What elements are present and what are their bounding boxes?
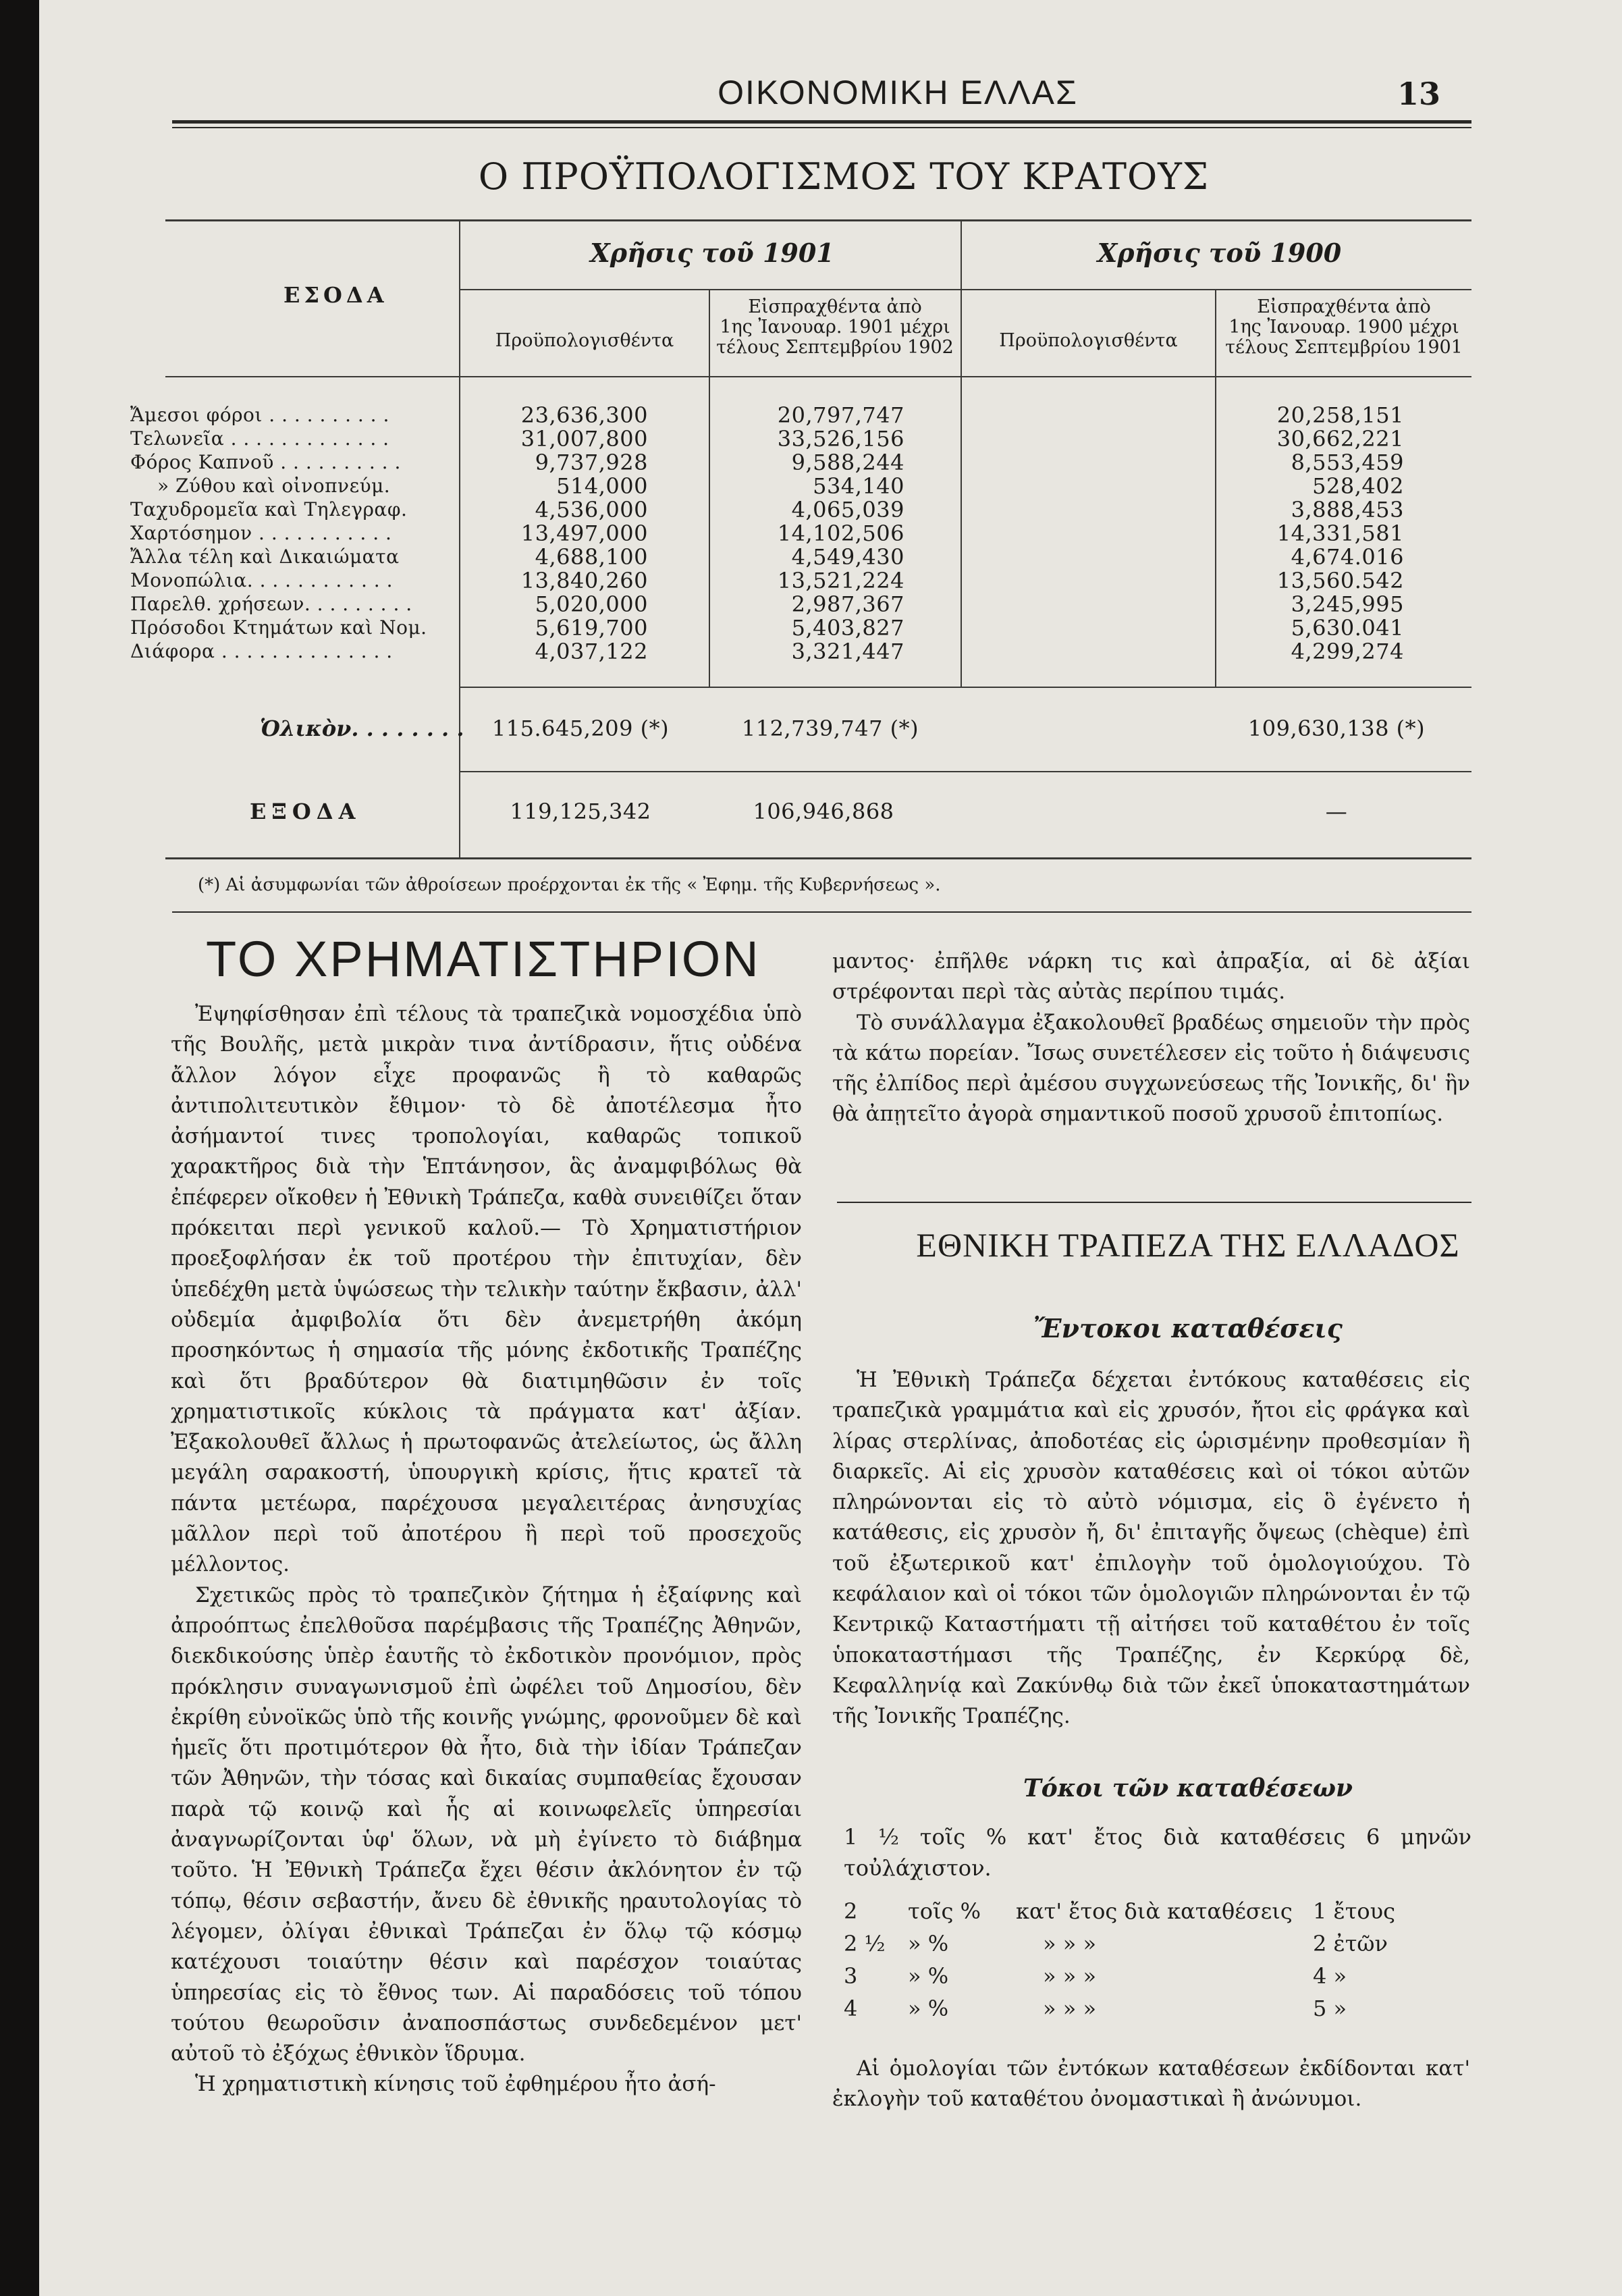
column-rule — [837, 1202, 1471, 1203]
header-rule-thin — [172, 127, 1471, 128]
article-left-column — [171, 999, 802, 2100]
section-title: Ο ΠΡΟΫΠΟΛΟΓΙΣΜΟΣ ΤΟΥ ΚΡΑΤΟΥΣ — [478, 155, 1210, 198]
rate-line-first — [844, 1821, 1471, 1884]
total-collected-1900: 109,630,138 (*) — [1247, 716, 1426, 741]
rate-desc: » » » — [1043, 1996, 1097, 2021]
year-1900-heading: Χρῆσις τοῦ 1900 — [1097, 238, 1342, 268]
col-divider — [961, 219, 962, 687]
collected-1901-value: 2,987,367 — [791, 591, 904, 617]
row-label: » Ζύθου καὶ οἰνοπνεύμ. — [157, 475, 391, 497]
budgeted-1901-value: 4,037,122 — [535, 639, 648, 664]
article-paragraph: Σχετικῶς πρὸς τὸ τραπεζικὸν ζήτημα ἡ ἐξαίφνης καὶ ἀπροόπτως ἐπελθοῦσα παρέμβασις τῆς Τραπέζης Ἀθηνῶν, διεκδικούσης ὑπὲρ ἑαυτῆς τὸ ἐκδοτικὸν προνόμιον, πρὸς πρόκλησιν συναγωνισμοῦ ἐπὶ ὠφέλει τοῦ Δημοσίου, δὲν ἐκρίθη εὐνοϊκῶς ὑπὸ τῆς κοινῆς γνώμης, φρονοῦμεν δὲ καὶ ἡμεῖς ὅτι προτιμότερον θὰ ἦτο, διὰ τὴν ἰδίαν Τράπεζαν τῶν Ἀθηνῶν, τὴν τόσας καὶ δικαίας συμπαθείας ἔχουσαν παρὰ τῷ κοινῷ καὶ ἧς αἱ κοινωφελεῖς ὑπηρεσίαι ἀναγνωρίζονται ὑφ' ὅλων, νὰ μὴ ἐγίνετο τὸ διάβημα τοῦτο. Ἡ Ἐθνικὴ Τράπεζα ἔχει θέσιν ἀκλόνητον ἐν τῷ τόπῳ, θέσιν σεβαστήν, ἄνευ δὲ ἐθνικῆς ηραυτολογίας τὸ λέγομεν, ὀλίγαι ἐθνικαὶ Τράπεζαι ἐν ὅλῳ τῷ κόσμῳ κατέχουσι τοιαύτην θέσιν καὶ παρέσχον τοιαύτας ὑπηρεσίας εἰς τὸ ἔθνος των. Αἱ παραδόσεις τοῦ τόπου τούτου θεωροῦσιν ἀναποσπάστως συνδεδεμένον μετ' αὐτοῦ τὸ ἐξόχως ἐθνικὸν ἵδρυμα. — [171, 1582, 802, 2066]
collected-1900-value: 4,299,274 — [1291, 639, 1404, 664]
collected-1901-value: 33,526,156 — [777, 426, 904, 452]
collected-1901-value: 4,065,039 — [791, 497, 904, 523]
bank-subtitle-rates: Τόκοι τῶν καταθέσεων — [1023, 1774, 1353, 1803]
budgeted-1901-value: 4,536,000 — [535, 497, 648, 523]
rate-term: 4 » — [1313, 1963, 1347, 1989]
rate-desc: » » » — [1043, 1931, 1097, 1956]
rate-value: 2 — [844, 1898, 858, 1924]
bank-closing: Αἱ ὁμολογίαι τῶν ἐντόκων καταθέσεων ἐκδίδονται κατ' ἐκλογὴν τοῦ καταθέτου ὀνομαστικαὶ ἢ ἀνώνυμοι. — [832, 2056, 1470, 2112]
collected-1900-value: 13,560.542 — [1276, 568, 1404, 593]
total-label: Ὁλικὸν. . . . . . . . — [260, 716, 464, 741]
total-budgeted-1901: 115.645,209 (*) — [491, 716, 670, 741]
article-paragraph: Τὸ συνάλλαγμα ἐξακολουθεῖ βραδέως σημειοῦν τὴν πρὸς τὰ κάτω πορείαν. Ἴσως συνετέλεσεν εἰς τοῦτο ἡ διάψευσις τῆς ἐλπίδος περὶ ἀμέσου συγχωνεύσεως τῆς Ἰονικῆς, δι' ἣν θὰ ἀπῃτεῖτο ἀγορὰ σημαντικοῦ ποσοῦ χρυσοῦ ἐπιτοπίως. — [832, 1010, 1470, 1127]
row-label: Πρόσοδοι Κτημάτων καὶ Νομ. — [130, 616, 427, 639]
article-paragraph: Ἐψηφίσθησαν ἐπὶ τέλους τὰ τραπεζικὰ νομοσχέδια ὑπὸ τῆς Βουλῆς, μετὰ μικρὰν τινα ἀντίδρασιν, ἥτις οὐδένα ἄλλον λόγον εἶχε προφανῶς ἢ τὸ καθαρῶς ἀντιπολιτευτικὸν ἔθιμον· τὸ δὲ ἀποτέλεσμα ἦτο ἀσήμαντοί τινες τροπολογίαι, καθαρῶς τοπικοῦ χαρακτῆρος διὰ τὴν Ἑπτάνησον, ἃς ἀναμφιβόλως θὰ ἐπέφερεν οἴκοθεν ἡ Ἐθνικὴ Τράπεζα, καθὰ συνειθίζει ὅταν πρόκειται περὶ γενικοῦ καλοῦ.— Τὸ Χρηματιστήριον προεξοφλήσαν ἐκ τοῦ προτέρου τὴν ἐπιτυχίαν, δὲν ὑπεδέχθη μετὰ ὑψώσεως τὴν τελικὴν ταύτην ἔκβασιν, ἀλλ' οὐδεμία ἀμφιβολία ὅτι δὲν ἀνεμετρήθη ἀκόμη προσηκόντως ἡ σημασία τῆς μόνης ἐκδοτικῆς Τραπέζης καὶ ὅτι βραδύτερον θὰ διατιμηθῶσιν ἐν τοῖς χρηματιστικοῖς κύκλοις τὰ πράγματα κατ' ἀξίαν. Ἐξακολουθεῖ ἄλλως ἡ πρωτοφανῶς ἀτελείωτος, ὡς ἄλλη μεγάλη σαρακοστή, ὑπουργικὴ κρίσις, ἥτις κρατεῖ τὰ πάντα μετέωρα, παρέχουσα μεγαλειτέρας ἀνησυχίας μᾶλλον περὶ τοῦ ἀποτέρου ἢ περὶ τοῦ προσεχοῦς μέλλοντος. — [171, 1002, 802, 1577]
budgeted-1901-value: 5,619,700 — [535, 615, 648, 641]
collected-1901-value: 13,521,224 — [777, 568, 904, 593]
rate-unit: τοῖς % — [908, 1898, 981, 1924]
table-year-rule — [459, 289, 1471, 290]
row-label: Διάφορα . . . . . . . . . . . . . . — [130, 640, 393, 662]
table-top-rule — [165, 219, 1471, 221]
collected-heading-1901 — [710, 297, 960, 358]
table-head-rule — [165, 376, 1471, 377]
article-right-column — [832, 946, 1470, 1130]
heading-line: Εἰσπραχθέντα ἀπὸ — [1257, 296, 1431, 317]
collected-1900-value: 3,245,995 — [1291, 591, 1404, 617]
collected-1900-value: 528,402 — [1312, 473, 1404, 499]
budgeted-1901-value: 31,007,800 — [520, 426, 648, 452]
heading-line: τέλους Σεπτεμβρίου 1901 — [1225, 337, 1463, 358]
row-label: Χαρτόσημον . . . . . . . . . . . — [130, 522, 392, 544]
collected-1901-value: 3,321,447 — [791, 639, 904, 664]
budgeted-1901-value: 9,737,928 — [535, 450, 648, 475]
expenses-collected-1901: 106,946,868 — [753, 799, 894, 824]
collected-1901-value: 5,403,827 — [791, 615, 904, 641]
row-label: Ἄμεσοι φόροι . . . . . . . . . . — [130, 404, 389, 426]
row-label: Μονοπώλια. . . . . . . . . . . . — [130, 569, 393, 591]
row-label: Τελωνεῖα . . . . . . . . . . . . . — [130, 427, 389, 450]
article-paragraph: μαντος· ἐπῆλθε νάρκη τις καὶ ἀπραξία, αἱ δὲ ἀξίαι στρέφονται περὶ τὰς αὐτὰς περίπου τιμάς. — [832, 949, 1470, 1005]
bank-paragraph-block — [832, 1365, 1470, 1732]
table-bottom-rule — [165, 857, 1471, 859]
rate-term: 5 » — [1313, 1996, 1347, 2021]
expenses-budgeted-1901: 119,125,342 — [510, 799, 651, 824]
article-title: ΤΟ ΧΡΗΜΑΤΙΣΤΗΡΙΟΝ — [206, 931, 761, 987]
collected-1900-value: 14,331,581 — [1276, 520, 1404, 546]
budgeted-heading-1901: Προϋπολογισθέντα — [495, 330, 674, 351]
budgeted-heading-1900: Προϋπολογισθέντα — [999, 330, 1178, 351]
row-label: Φόρος Καπνοῦ . . . . . . . . . . — [130, 451, 401, 473]
collected-1900-value: 3,888,453 — [1291, 497, 1404, 523]
year-1901-heading: Χρῆσις τοῦ 1901 — [590, 238, 834, 268]
collected-1900-value: 20,258,151 — [1276, 402, 1404, 428]
collected-1900-value: 30,662,221 — [1276, 426, 1404, 452]
rate-unit: » % — [908, 1963, 949, 1989]
rate-term: 1 ἔτους — [1313, 1898, 1396, 1924]
rate-value: 3 — [844, 1963, 858, 1989]
collected-1901-value: 534,140 — [813, 473, 904, 499]
collected-1901-value: 20,797,747 — [777, 402, 904, 428]
col-divider — [459, 219, 460, 857]
collected-1901-value: 4,549,430 — [791, 544, 904, 570]
expenses-label: ΕΞΟΔΑ — [250, 799, 361, 824]
table-footnote: (*) Αἱ ἀσυμφωνίαι τῶν ἀθροίσεων προέρχονται ἐκ τῆς « Ἐφημ. τῆς Κυβερνήσεως ». — [198, 875, 941, 895]
collected-1901-value: 14,102,506 — [777, 520, 904, 546]
collected-heading-1900 — [1216, 297, 1471, 358]
rate-term: 2 ἐτῶν — [1313, 1931, 1388, 1956]
bank-title: ΕΘΝΙΚΗ ΤΡΑΠΕΖΑ ΤΗΣ ΕΛΛΑΔΟΣ — [916, 1226, 1460, 1264]
header-rule — [172, 120, 1471, 124]
heading-line: 1ης Ἰανουαρ. 1900 μέχρι — [1228, 317, 1459, 338]
bank-paragraph: Ἡ Ἐθνικὴ Τράπεζα δέχεται ἐντόκους καταθέσεις εἰς τραπεζικὰ γραμμάτια καὶ εἰς χρυσόν, ἤτοι εἰς φράγκα καὶ λίρας στερλίνας, ἀποδοτέας εἰς ὡρισμένην προθεσμίαν ἢ διαρκεῖς. Αἱ εἰς χρυσὸν καταθέσεις καὶ οἱ τόκοι αὐτῶν πληρώνονται εἰς τὸ αὐτὸ νόμισμα, εἰς ὃ ἐγένετο ἡ κατάθεσις, εἰς χρυσὸν ἤ, δι' ἐπιταγῆς ὄψεως (chèque) ἐπὶ τοῦ ἐξωτερικοῦ κατ' ἐπιλογὴν τοῦ ὁμολογιούχου. Τὸ κεφάλαιον καὶ οἱ τόκοι τῶν ὁμολογιῶν πληρώνονται ἐν τῷ Κεντρικῷ Καταστήματι τῇ αἰτήσει τοῦ καταθέτου ἐν τοῖς ὑποκαταστήμασι τῆς Τραπέζης, ἐν Κερκύρᾳ δὲ, Κεφαλληνίᾳ καὶ Ζακύνθῳ διὰ τῶν ἐκεῖ ὑποκαταστημάτων τῆς Ἰονικῆς Τραπέζης. — [832, 1368, 1470, 1729]
income-heading: ΕΣΟΔΑ — [283, 282, 388, 308]
budgeted-1901-value: 13,840,260 — [520, 568, 648, 593]
row-label: Παρελθ. χρήσεων. . . . . . . . . — [130, 593, 412, 615]
collected-1901-value: 9,588,244 — [791, 450, 904, 475]
row-label: Ταχυδρομεῖα καὶ Τηλεγραφ. — [130, 498, 408, 520]
rate-value: 4 — [844, 1996, 858, 2021]
rate-unit: » % — [908, 1996, 949, 2021]
journal-title: ΟΙΚΟΝΟΜΙΚΗ ΕΛΛΑΣ — [718, 74, 1078, 111]
rate-text: 1 ½ τοῖς % κατ' ἔτος διὰ καταθέσεις 6 μηνῶν τοὐλάχιστον. — [844, 1824, 1471, 1881]
collected-1900-value: 4,674.016 — [1291, 544, 1404, 570]
table-body-rule — [459, 687, 1471, 688]
collected-1900-value: 5,630.041 — [1291, 615, 1404, 641]
table-total-rule — [459, 771, 1471, 772]
budgeted-1901-value: 514,000 — [556, 473, 648, 499]
expenses-collected-1900: — — [1325, 799, 1348, 824]
budgeted-1901-value: 4,688,100 — [535, 544, 648, 570]
total-collected-1901: 112,739,747 (*) — [741, 716, 919, 741]
budgeted-1901-value: 5,020,000 — [535, 591, 648, 617]
bank-subtitle-deposits: Ἔντοκοι καταθέσεις — [1033, 1313, 1343, 1343]
row-label: Ἄλλα τέλη καὶ Δικαιώματα — [130, 545, 400, 568]
heading-line: τέλους Σεπτεμβρίου 1902 — [716, 337, 954, 358]
rate-desc: κατ' ἔτος διὰ καταθέσεις — [1016, 1898, 1293, 1924]
rate-value: 2 ½ — [844, 1931, 886, 1956]
collected-1900-value: 8,553,459 — [1291, 450, 1404, 475]
heading-line: 1ης Ἰανουαρ. 1901 μέχρι — [720, 317, 950, 338]
page-number: 13 — [1397, 76, 1441, 112]
budgeted-1901-value: 13,497,000 — [520, 520, 648, 546]
rate-desc: » » » — [1043, 1963, 1097, 1989]
book-binding — [0, 0, 39, 2296]
budgeted-1901-value: 23,636,300 — [520, 402, 648, 428]
section-rule — [172, 911, 1471, 913]
article-paragraph: Ἡ χρηματιστικὴ κίνησις τοῦ ἐφθημέρου ἦτο ἀσή- — [195, 2072, 716, 2097]
heading-line: Εἰσπραχθέντα ἀπὸ — [748, 296, 922, 317]
rate-unit: » % — [908, 1931, 949, 1956]
bank-closing-block — [832, 2054, 1470, 2115]
